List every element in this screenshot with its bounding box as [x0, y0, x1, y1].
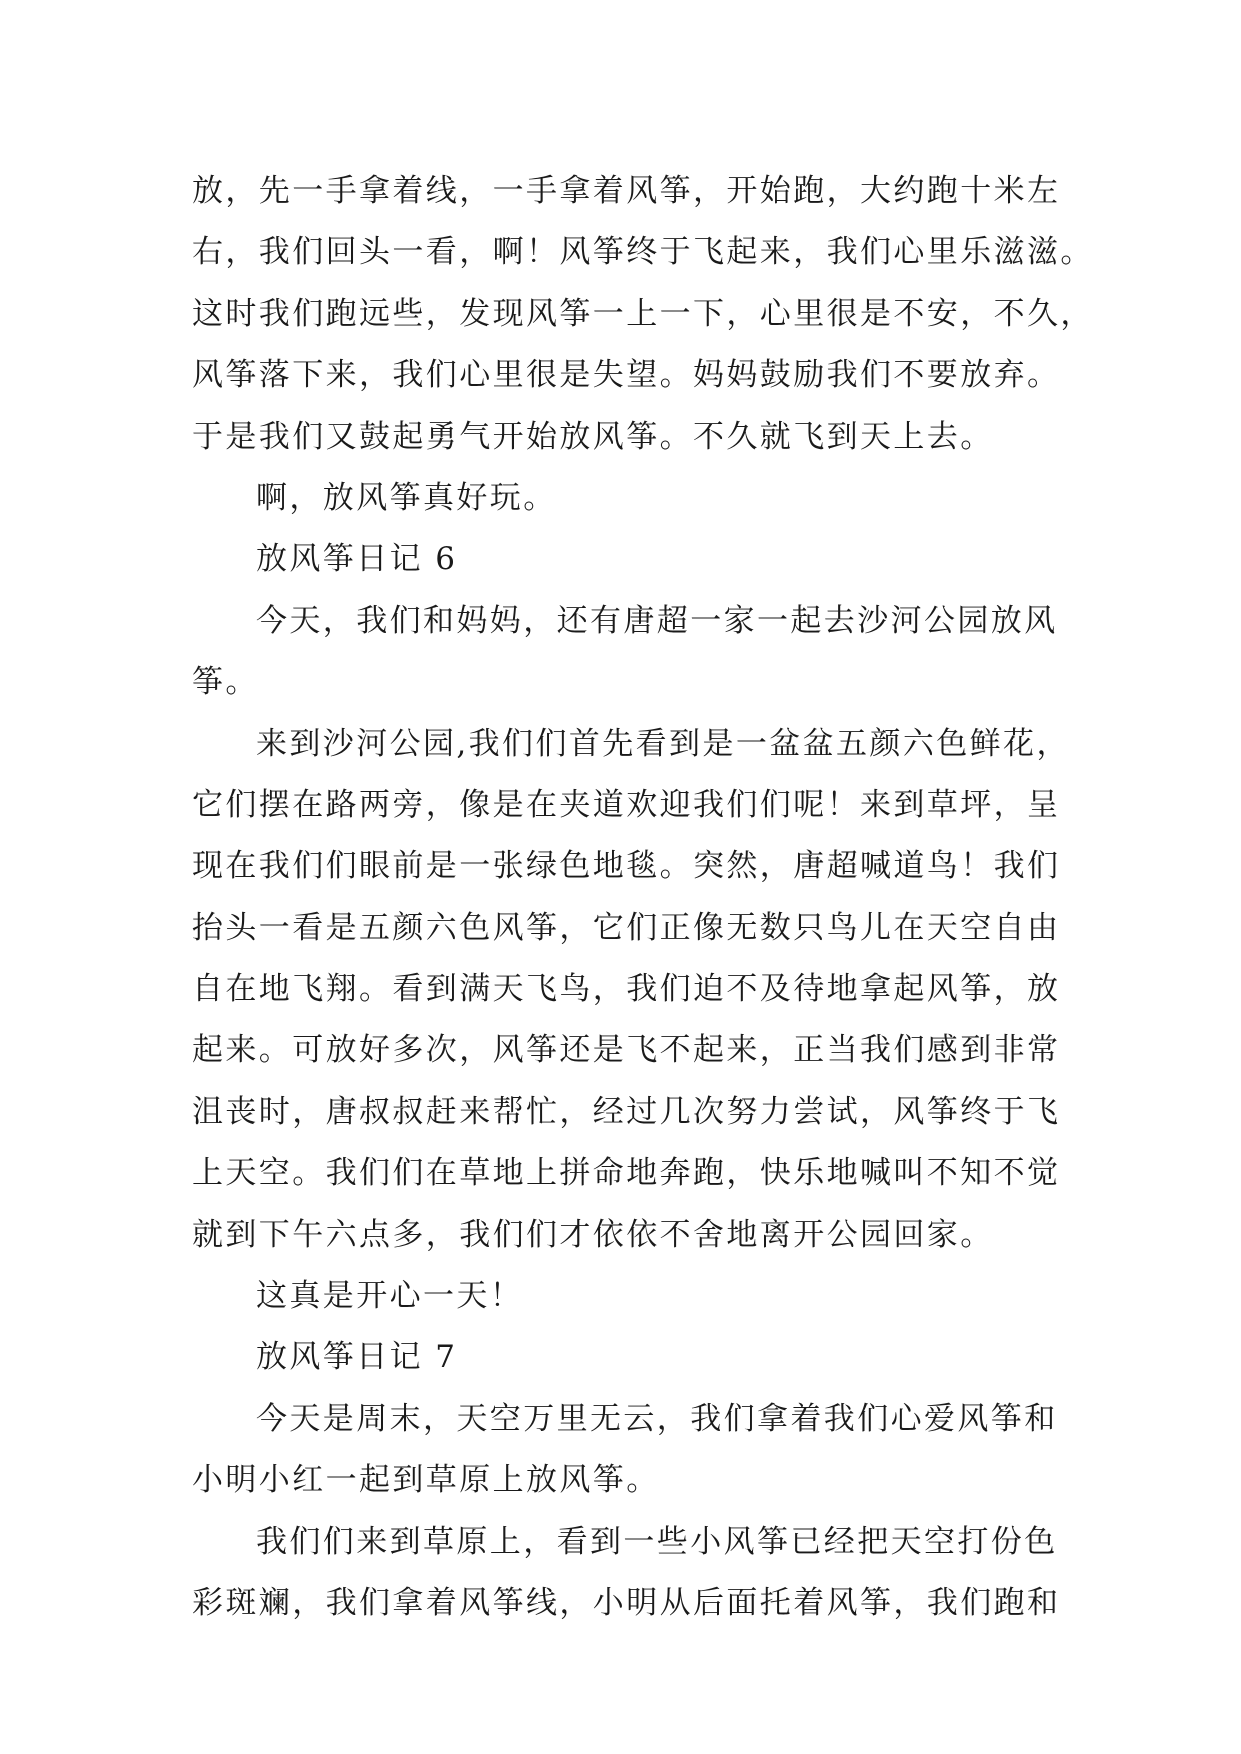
text-line: 这时我们跑远些，发现风筝一上一下，心里很是不安，不久， — [192, 295, 1094, 332]
text-line: 啊，放风筝真好玩。 — [256, 479, 557, 516]
text-line: 放风筝日记 6 — [256, 541, 458, 578]
text-line: 右，我们回头一看，啊！风筝终于飞起来，我们心里乐滋滋。 — [192, 234, 1094, 271]
text-line: 沮丧时，唐叔叔赶来帮忙，经过几次努力尝试，风筝终于飞 — [192, 1093, 1061, 1130]
document-body — [192, 161, 1094, 1634]
text-line: 小明小红一起到草原上放风筝。 — [192, 1462, 660, 1499]
text-line: 抬头一看是五颜六色风筝，它们正像无数只鸟儿在天空自由 — [192, 909, 1061, 946]
text-line: 彩斑斓，我们拿着风筝线，小明从后面托着风筝，我们跑和 — [192, 1584, 1061, 1621]
text-line: 于是我们又鼓起勇气开始放风筝。不久就飞到天上去。 — [192, 418, 994, 455]
text-line: 放，先一手拿着线，一手拿着风筝，开始跑，大约跑十米左 — [192, 173, 1061, 209]
text-line: 今天，我们和妈妈，还有唐超一家一起去沙河公园放风 — [256, 602, 1058, 639]
text-line: 筝。 — [192, 664, 259, 701]
text-line: 起来。可放好多次，风筝还是飞不起来，正当我们感到非常 — [192, 1032, 1061, 1069]
text-line: 自在地飞翔。看到满天飞鸟，我们迫不及待地拿起风筝，放 — [192, 971, 1061, 1008]
text-line: 它们摆在路两旁，像是在夹道欢迎我们们呢！来到草坪，呈 — [192, 786, 1061, 823]
text-line: 现在我们们眼前是一张绿色地毯。突然，唐超喊道鸟！我们 — [192, 848, 1061, 885]
text-line: 来到沙河公园,我们们首先看到是一盆盆五颜六色鲜花， — [256, 725, 1070, 762]
text-line: 风筝落下来，我们心里很是失望。妈妈鼓励我们不要放弃。 — [192, 357, 1061, 394]
text-line: 就到下午六点多，我们们才依依不舍地离开公园回家。 — [192, 1216, 994, 1253]
text-line: 上天空。我们们在草地上拼命地奔跑，快乐地喊叫不知不觉 — [192, 1155, 1061, 1192]
text-line: 今天是周末，天空万里无云，我们拿着我们心爱风筝和 — [256, 1400, 1058, 1437]
text-line: 我们们来到草原上，看到一些小风筝已经把天空打份色 — [256, 1523, 1058, 1560]
text-line: 放风筝日记 7 — [256, 1339, 458, 1376]
text-line: 这真是开心一天！ — [256, 1278, 524, 1315]
